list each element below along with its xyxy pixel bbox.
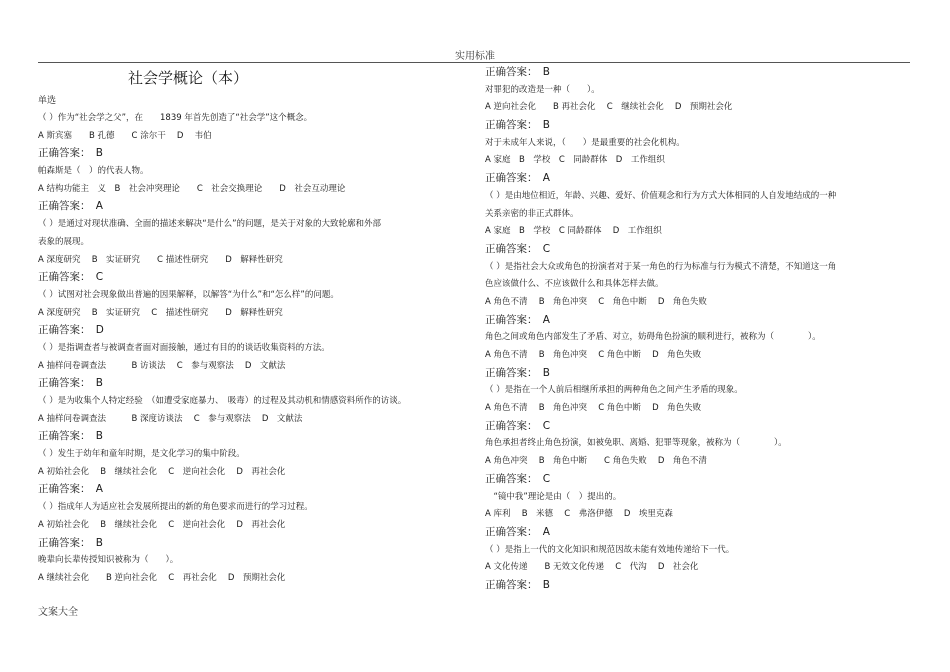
question-text: 对于未成年人来说，（ ）是最重要的社会化机构。 bbox=[485, 137, 685, 148]
correct-answer: 正确答案： B bbox=[485, 366, 550, 379]
question-text: （ ）发生于幼年和童年时期，是文化学习的集中阶段。 bbox=[38, 449, 245, 460]
correct-answer: 正确答案： A bbox=[38, 200, 103, 213]
correct-answer: 正确答案： C bbox=[485, 472, 551, 485]
question-text: （ ）是指社会大众或角色的扮演者对于某一角色的行为标准与行为模式不清楚，不知道这一角 bbox=[485, 261, 837, 272]
correct-answer: 正确答案： C bbox=[485, 419, 551, 432]
question-text-continued: 表象的展现。 bbox=[38, 236, 90, 247]
question-text: 帕森斯是（ ）的代表人物。 bbox=[38, 166, 149, 177]
question-text: 对罪犯的改造是一种（ ）。 bbox=[485, 84, 600, 95]
page-header: 实用标准 bbox=[455, 51, 495, 62]
correct-answer: 正确答案： B bbox=[38, 377, 103, 390]
question-text: 晚辈向长辈传授知识被称为（ ）。 bbox=[38, 555, 179, 566]
answer-options: A 结构功能主 义 B 社会冲突理论 C 社会交换理论 D 社会互动理论 bbox=[38, 183, 346, 194]
answer-options: A 家庭 B 学校 C 同龄群体 D 工作组织 bbox=[485, 226, 662, 237]
answer-options: A 斯宾塞 B 孔德 C 涂尔干 D 韦伯 bbox=[38, 130, 212, 141]
correct-answer: 正确答案： A bbox=[38, 483, 103, 496]
answer-options: A 角色不清 B 角色冲突 C 角色中断 D 角色失败 bbox=[485, 296, 707, 307]
question-text: （ ）是通过对现状准确、全面的描述来解决“是什么”的问题，是关于对象的大致轮廓和外部 bbox=[38, 219, 382, 230]
answer-options: A 角色不清 B 角色冲突 C 角色中断 D 角色失败 bbox=[485, 350, 702, 360]
correct-answer: 正确答案： B bbox=[485, 66, 550, 78]
question-text-continued: 色应该做什么、不应该做什么和具体怎样去做。 bbox=[485, 279, 664, 290]
header-rule bbox=[38, 62, 910, 63]
correct-answer: 正确答案： A bbox=[485, 313, 550, 326]
page-footer: 文案大全 bbox=[38, 607, 78, 618]
correct-answer: 正确答案： B bbox=[485, 578, 550, 591]
question-text: （ ）是指上一代的文化知识和规范因故未能有效地传递给下一代。 bbox=[485, 544, 735, 555]
correct-answer: 正确答案： B bbox=[38, 430, 103, 443]
correct-answer: 正确答案： D bbox=[38, 324, 104, 337]
question-text: （ ）是由地位相近，年龄、兴趣、爱好、价值观念和行为方式大体相同的人自发地结成的一种 bbox=[485, 190, 837, 201]
question-text: “镜中我”理论是由（ ）提出的。 bbox=[485, 491, 622, 502]
question-text-continued: 关系亲密的非正式群体。 bbox=[485, 208, 579, 219]
document-title: 社会学概论（本） bbox=[127, 69, 248, 87]
answer-options: A 继续社会化 B 逆向社会化 C 再社会化 D 预期社会化 bbox=[38, 572, 286, 583]
question-text: （ ）是指在一个人前后相继所承担的两种角色之间产生矛盾的现象。 bbox=[485, 385, 743, 396]
answer-options: A 家庭 B 学校 C 同龄群体 D 工作组织 bbox=[485, 155, 665, 166]
answer-options: A 抽样问卷调查法 B 访谈法 C 参与观察法 D 文献法 bbox=[38, 360, 286, 371]
correct-answer: 正确答案： B bbox=[485, 119, 550, 132]
answer-options: A 角色冲突 B 角色中断 C 角色失败 D 角色不清 bbox=[485, 456, 707, 467]
left-column bbox=[38, 64, 468, 588]
question-text: （ ）是为收集个人特定经验 （如遭受家庭暴力、 吸毒）的过程及其动机和情感资料所作的访谈。 bbox=[38, 396, 407, 406]
answer-options: A 逆向社会化 B 再社会化 C 继续社会化 D 预期社会化 bbox=[485, 102, 733, 113]
question-text: （ ）作为“社会学之父”，在 1839 年首先创造了“社会学”这个概念。 bbox=[38, 113, 313, 123]
question-text: （ ）指成年人为适应社会发展所提出的新的角色要求而进行的学习过程。 bbox=[38, 502, 313, 513]
right-column bbox=[485, 64, 915, 595]
question-text: 角色之间或角色内部发生了矛盾、对立，妨碍角色扮演的顺利进行，被称为（ ）。 bbox=[485, 332, 821, 343]
answer-options: A 初始社会化 B 继续社会化 C 逆向社会化 D 再社会化 bbox=[38, 466, 286, 477]
question-text: （ ）是指调查者与被调查者面对面接触，通过有目的的谈话收集资料的方法。 bbox=[38, 342, 330, 353]
answer-options: A 深度研究 B 实证研究 C 描述性研究 D 解释性研究 bbox=[38, 307, 283, 318]
correct-answer: 正确答案： A bbox=[485, 172, 550, 185]
question-text: （ ）试图对社会现象做出普遍的因果解释，以解答“为什么”和“怎么样”的问题。 bbox=[38, 289, 339, 300]
question-text: 角色承担者终止角色扮演，如被免职、离婚、犯罪等现象，被称为（ ）。 bbox=[485, 438, 787, 449]
correct-answer: 正确答案： B bbox=[38, 536, 103, 549]
answer-options: A 角色不清 B 角色冲突 C 角色中断 D 角色失败 bbox=[485, 403, 702, 414]
answer-options: A 抽样问卷调查法 B 深度访谈法 C 参与观察法 D 文献法 bbox=[38, 413, 303, 424]
answer-options: A 文化传递 B 无效文化传递 C 代沟 D 社会化 bbox=[485, 562, 699, 573]
correct-answer: 正确答案： B bbox=[38, 147, 103, 160]
answer-options: A 初始社会化 B 继续社会化 C 逆向社会化 D 再社会化 bbox=[38, 519, 286, 530]
answer-options: A 库利 B 米德 C 弗洛伊德 D 埃里克森 bbox=[485, 509, 673, 520]
answer-options: A 深度研究 B 实证研究 C 描述性研究 D 解释性研究 bbox=[38, 254, 283, 265]
correct-answer: 正确答案： A bbox=[485, 525, 550, 538]
section-label: 单选 bbox=[38, 96, 57, 106]
correct-answer: 正确答案： C bbox=[485, 242, 551, 255]
correct-answer: 正确答案： C bbox=[38, 271, 104, 284]
